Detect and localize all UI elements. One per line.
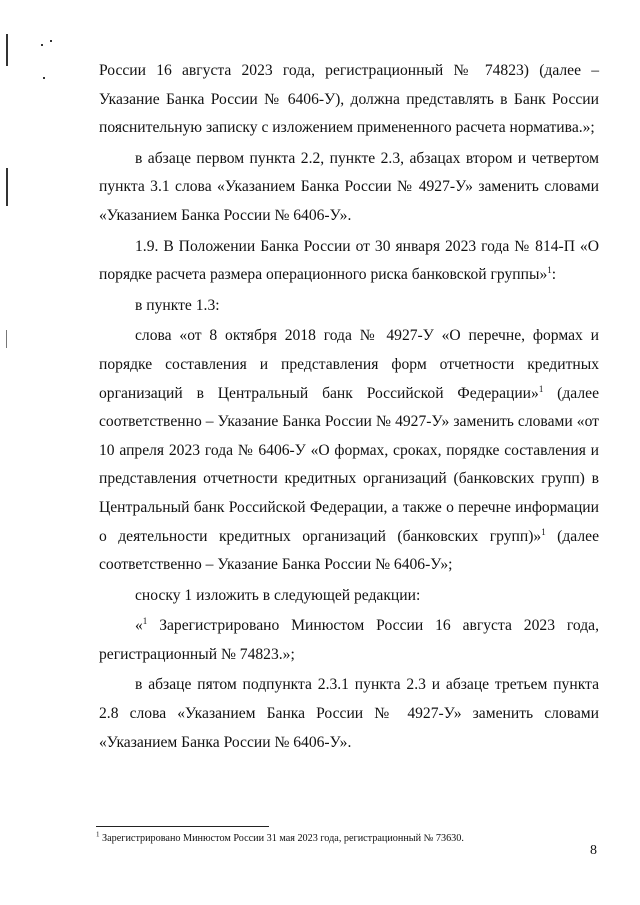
footnote-ref: 1 [541,526,546,537]
paragraph-section-1-9: 1.9. В Положении Банка России от 30 января 2023 года № 814-П «О порядке расчета размера операционного риска банковской группы»$^1$: [99,237,599,284]
footnote-ref: 1 [547,264,552,275]
scan-artifact-mark [6,34,8,66]
scan-artifact-dot [41,44,43,46]
document-body [99,57,599,757]
page-number: 8 [590,843,597,858]
paragraph-continuation: России 16 августа 2023 года, регистрационный № 74823) (далее – Указание Банка России № 6406-У), должна представлять в Банк России пояснительную записку с изложением примененного расчета норматива.»; [99,62,599,137]
paragraph-amendment-2-3-1: в абзаце пятом подпункта 2.3.1 пункта 2.3 и абзаце третьем пункта 2.8 слова «Указанием Банка России № 4927-У» заменить словами «Указанием Банка России № 6406-У». [99,676,599,751]
footnote [96,832,616,845]
paragraph-clause-1-3: в пункте 1.3: [135,296,220,314]
footnote-ref: 1 [538,383,544,394]
paragraph-footnote-new-text: «$^1$ Зарегистрировано Минюстом России 16 августа 2023 года, регистрационный № 74823.»; [99,616,599,663]
scan-artifact-mark [6,330,7,348]
paragraph-amendment-2-2: в абзаце первом пункта 2.2, пункте 2.3, абзацах втором и четвертом пункта 3.1 слова «Указанием Банка России № 4927-У» заменить словами «Указанием Банка России № 6406-У». [99,149,599,224]
scan-artifact-dot [43,77,45,79]
footnote-ref: 1 [142,616,148,627]
scan-artifact-dot [50,40,52,42]
paragraph-footnote-instruction: сноску 1 изложить в следующей редакции: [135,586,421,604]
footnote-separator [96,826,269,827]
scan-artifact-mark [6,168,8,206]
footnote-text: Зарегистрировано Минюстом России 31 мая 2023 года, регистрационный № 73630. [99,833,464,844]
paragraph-words-replacement: слова «от 8 октября 2018 года № 4927-У «О перечне, формах и порядке составления и представления форм отчетности кредитных организаций в Центральный банк Российской Федерации»$^1$ (далее соответственно – Указание Банка России № 4927-У» заменить словами «от 10 апреля 2023 года № 6406-У «О формах, сроках, порядке составления и представления отчетности кредитных организаций (банковских групп) в Центральный банк Российской Федерации, а также о перечне информации о деятельности кредитных организаций (банковских групп)»$^1$ (далее соответственно – Указание Банка России № 6406-У»; [99,327,599,574]
footnote-marker: 1 [96,830,100,839]
